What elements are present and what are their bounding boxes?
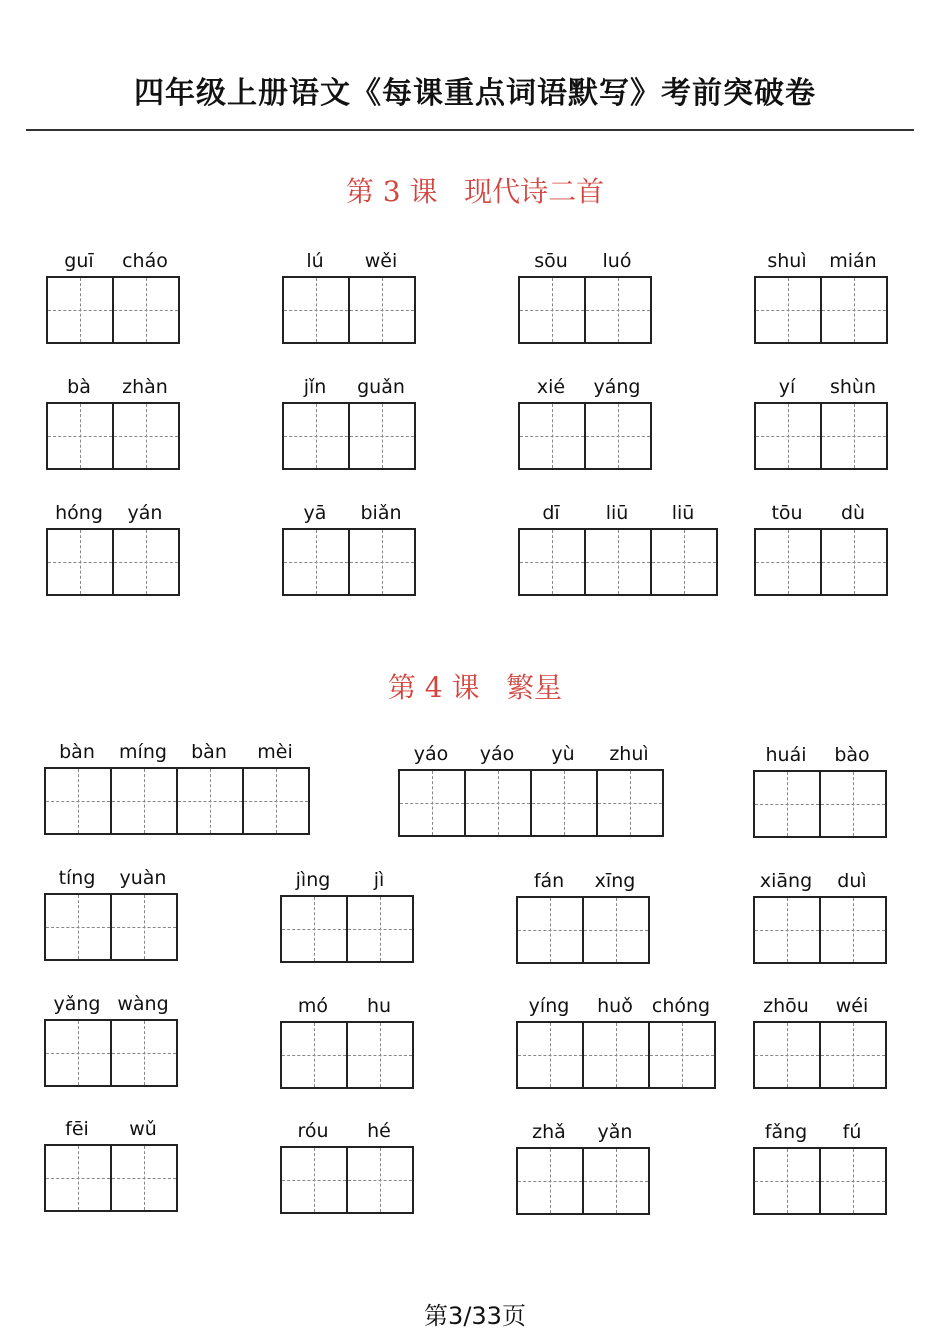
pinyin-syllable: yǎng <box>53 993 101 1015</box>
writing-grid <box>516 1021 716 1089</box>
pinyin-word <box>46 498 180 596</box>
pinyin-row <box>46 246 180 276</box>
pinyin-row <box>398 739 664 769</box>
pinyin-syllable: yíng <box>528 995 570 1017</box>
pinyin-word <box>518 246 652 344</box>
tianzige-cell[interactable] <box>822 530 886 594</box>
writing-grid <box>282 276 416 344</box>
pinyin-row <box>280 991 414 1021</box>
page-number: 第3/33页 <box>424 1302 526 1330</box>
pinyin-syllable: róu <box>297 1120 329 1142</box>
writing-grid <box>753 1021 887 1089</box>
pinyin-syllable: yán <box>127 502 163 524</box>
pinyin-word <box>282 246 416 344</box>
writing-grid <box>280 1021 414 1089</box>
tianzige-cell[interactable] <box>284 530 350 594</box>
pinyin-word <box>46 246 180 344</box>
pinyin-word <box>398 739 664 837</box>
pinyin-syllable: biǎn <box>360 502 402 524</box>
pinyin-syllable: jì <box>373 869 385 891</box>
pinyin-word <box>282 498 416 596</box>
tianzige-cell[interactable] <box>348 1023 412 1087</box>
writing-grid <box>753 770 887 838</box>
tianzige-cell[interactable] <box>518 898 584 962</box>
tianzige-cell[interactable] <box>48 278 114 342</box>
pinyin-row <box>754 498 888 528</box>
tianzige-cell[interactable] <box>821 1023 885 1087</box>
tianzige-cell[interactable] <box>584 1023 650 1087</box>
pinyin-row <box>280 865 414 895</box>
writing-grid <box>753 896 887 964</box>
tianzige-cell[interactable] <box>584 898 648 962</box>
tianzige-cell[interactable] <box>584 1149 648 1213</box>
writing-grid <box>46 528 180 596</box>
pinyin-syllable: yáo <box>413 743 449 765</box>
pinyin-word <box>518 372 652 470</box>
tianzige-cell[interactable] <box>756 404 822 468</box>
pinyin-syllable: dù <box>840 502 866 524</box>
pinyin-row <box>44 1114 178 1144</box>
pinyin-syllable: chóng <box>651 995 711 1017</box>
tianzige-cell[interactable] <box>112 1146 176 1210</box>
writing-grid <box>754 276 888 344</box>
pinyin-syllable: wǔ <box>129 1118 157 1140</box>
pinyin-syllable: dī <box>542 502 560 524</box>
writing-grid <box>44 1019 178 1087</box>
tianzige-cell[interactable] <box>586 404 650 468</box>
tianzige-cell[interactable] <box>755 1149 821 1213</box>
writing-grid <box>754 402 888 470</box>
tianzige-cell[interactable] <box>650 1023 714 1087</box>
pinyin-syllable: hóng <box>55 502 103 524</box>
writing-grid <box>516 1147 650 1215</box>
tianzige-cell[interactable] <box>822 404 886 468</box>
pinyin-syllable: mèi <box>257 741 293 763</box>
tianzige-cell[interactable] <box>520 278 586 342</box>
pinyin-syllable: shuì <box>767 250 807 272</box>
pinyin-word <box>44 863 178 961</box>
pinyin-syllable: huǒ <box>597 995 633 1017</box>
pinyin-syllable: bà <box>67 376 91 398</box>
writing-grid <box>398 769 664 837</box>
pinyin-word <box>753 1117 887 1215</box>
pinyin-row <box>518 246 652 276</box>
writing-grid <box>46 276 180 344</box>
tianzige-cell[interactable] <box>112 895 176 959</box>
tianzige-cell[interactable] <box>400 771 466 835</box>
pinyin-syllable: fán <box>533 870 565 892</box>
pinyin-word <box>516 1117 650 1215</box>
tianzige-cell[interactable] <box>755 1023 821 1087</box>
pinyin-syllable: yáo <box>479 743 515 765</box>
pinyin-word <box>46 372 180 470</box>
writing-grid <box>44 1144 178 1212</box>
pinyin-syllable: zhǎ <box>532 1121 566 1143</box>
pinyin-syllable: zhuì <box>609 743 649 765</box>
writing-grid <box>44 893 178 961</box>
pinyin-syllable: shùn <box>829 376 877 398</box>
tianzige-cell[interactable] <box>755 772 821 836</box>
pinyin-syllable: yí <box>778 376 796 398</box>
pinyin-row <box>753 1117 887 1147</box>
pinyin-row <box>282 498 416 528</box>
tianzige-cell[interactable] <box>350 278 414 342</box>
pinyin-word <box>44 989 178 1087</box>
pinyin-syllable: guī <box>64 250 94 272</box>
pinyin-syllable: cháo <box>122 250 168 272</box>
pinyin-row <box>46 498 180 528</box>
pinyin-syllable: tíng <box>58 867 96 889</box>
writing-grid <box>518 276 652 344</box>
tianzige-cell[interactable] <box>46 1146 112 1210</box>
writing-grid <box>282 528 416 596</box>
pinyin-syllable: luó <box>602 250 632 272</box>
pinyin-syllable: sōu <box>534 250 568 272</box>
tianzige-cell[interactable] <box>756 530 822 594</box>
tianzige-cell[interactable] <box>598 771 662 835</box>
tianzige-cell[interactable] <box>350 530 414 594</box>
pinyin-syllable: xiāng <box>759 870 813 892</box>
tianzige-cell[interactable] <box>284 404 350 468</box>
tianzige-cell[interactable] <box>520 530 586 594</box>
pinyin-word <box>754 372 888 470</box>
pinyin-row <box>754 246 888 276</box>
pinyin-syllable: míng <box>119 741 167 763</box>
page-title: 四年级上册语文《每课重点词语默写》考前突破卷 <box>134 76 816 111</box>
tianzige-cell[interactable] <box>46 895 112 959</box>
pinyin-syllable: hé <box>367 1120 391 1142</box>
pinyin-syllable: xīng <box>594 870 636 892</box>
pinyin-word <box>44 737 310 835</box>
pinyin-syllable: zhōu <box>763 995 809 1017</box>
tianzige-cell[interactable] <box>48 530 114 594</box>
tianzige-cell[interactable] <box>178 769 244 833</box>
pinyin-row <box>280 1116 414 1146</box>
pinyin-syllable: jìng <box>295 869 331 891</box>
writing-grid <box>44 767 310 835</box>
tianzige-cell[interactable] <box>282 1148 348 1212</box>
tianzige-cell[interactable] <box>755 898 821 962</box>
writing-grid <box>46 402 180 470</box>
tianzige-cell[interactable] <box>756 278 822 342</box>
pinyin-word <box>518 498 718 596</box>
pinyin-row <box>282 246 416 276</box>
pinyin-word <box>280 991 414 1089</box>
pinyin-syllable: liū <box>605 502 629 524</box>
writing-grid <box>516 896 650 964</box>
pinyin-syllable: zhàn <box>122 376 168 398</box>
tianzige-cell[interactable] <box>244 769 308 833</box>
pinyin-syllable: bàn <box>191 741 227 763</box>
tianzige-cell[interactable] <box>114 278 178 342</box>
tianzige-cell[interactable] <box>520 404 586 468</box>
pinyin-syllable: fú <box>842 1121 862 1143</box>
pinyin-word <box>516 866 650 964</box>
pinyin-row <box>46 372 180 402</box>
pinyin-syllable: fǎng <box>764 1121 808 1143</box>
tianzige-cell[interactable] <box>114 404 178 468</box>
pinyin-word <box>754 246 888 344</box>
tianzige-cell[interactable] <box>112 769 178 833</box>
tianzige-cell[interactable] <box>586 278 650 342</box>
pinyin-syllable: mó <box>297 995 329 1017</box>
pinyin-word <box>753 991 887 1089</box>
title-divider <box>26 129 914 131</box>
tianzige-cell[interactable] <box>586 530 652 594</box>
pinyin-word <box>280 1116 414 1214</box>
pinyin-syllable: bàn <box>59 741 95 763</box>
pinyin-row <box>754 372 888 402</box>
pinyin-syllable: fēi <box>65 1118 89 1140</box>
pinyin-row <box>518 498 718 528</box>
tianzige-cell[interactable] <box>48 404 114 468</box>
pinyin-syllable: mián <box>829 250 877 272</box>
pinyin-word <box>753 740 887 838</box>
writing-grid <box>280 895 414 963</box>
lesson-3-heading: 第 3 课 现代诗二首 <box>345 175 605 208</box>
pinyin-syllable: hu <box>366 995 392 1017</box>
pinyin-row <box>44 737 310 767</box>
tianzige-cell[interactable] <box>466 771 532 835</box>
tianzige-cell[interactable] <box>821 772 885 836</box>
pinyin-syllable: jǐn <box>303 376 327 398</box>
pinyin-word <box>516 991 716 1089</box>
pinyin-syllable: huái <box>765 744 807 766</box>
pinyin-syllable: duì <box>837 870 867 892</box>
pinyin-syllable: lú <box>306 250 324 272</box>
pinyin-syllable: xié <box>536 376 566 398</box>
tianzige-cell[interactable] <box>46 769 112 833</box>
pinyin-row <box>516 991 716 1021</box>
tianzige-cell[interactable] <box>348 1148 412 1212</box>
pinyin-row <box>282 372 416 402</box>
pinyin-row <box>753 866 887 896</box>
tianzige-cell[interactable] <box>46 1021 112 1085</box>
pinyin-syllable: yáng <box>593 376 641 398</box>
tianzige-cell[interactable] <box>652 530 716 594</box>
tianzige-cell[interactable] <box>282 1023 348 1087</box>
lesson-4-heading: 第 4 课 繁星 <box>387 671 563 704</box>
writing-grid <box>280 1146 414 1214</box>
tianzige-cell[interactable] <box>518 1149 584 1213</box>
pinyin-syllable: wěi <box>364 250 398 272</box>
writing-grid <box>518 402 652 470</box>
tianzige-cell[interactable] <box>532 771 598 835</box>
writing-grid <box>518 528 718 596</box>
pinyin-row <box>518 372 652 402</box>
tianzige-cell[interactable] <box>284 278 350 342</box>
pinyin-word <box>280 865 414 963</box>
pinyin-word <box>44 1114 178 1212</box>
pinyin-word <box>754 498 888 596</box>
tianzige-cell[interactable] <box>282 897 348 961</box>
writing-grid <box>282 402 416 470</box>
pinyin-syllable: tōu <box>771 502 803 524</box>
writing-grid <box>753 1147 887 1215</box>
tianzige-cell[interactable] <box>822 278 886 342</box>
pinyin-syllable: wàng <box>117 993 169 1015</box>
writing-grid <box>754 528 888 596</box>
tianzige-cell[interactable] <box>114 530 178 594</box>
pinyin-syllable: yuàn <box>119 867 167 889</box>
pinyin-row <box>44 863 178 893</box>
pinyin-row <box>753 991 887 1021</box>
tianzige-cell[interactable] <box>348 897 412 961</box>
pinyin-syllable: liū <box>671 502 695 524</box>
tianzige-cell[interactable] <box>350 404 414 468</box>
pinyin-syllable: yā <box>303 502 327 524</box>
tianzige-cell[interactable] <box>821 1149 885 1213</box>
pinyin-word <box>282 372 416 470</box>
pinyin-word <box>753 866 887 964</box>
pinyin-syllable: yǎn <box>597 1121 633 1143</box>
pinyin-syllable: bào <box>834 744 870 766</box>
pinyin-row <box>516 866 650 896</box>
pinyin-row <box>44 989 178 1019</box>
tianzige-cell[interactable] <box>518 1023 584 1087</box>
tianzige-cell[interactable] <box>112 1021 176 1085</box>
tianzige-cell[interactable] <box>821 898 885 962</box>
pinyin-syllable: guǎn <box>357 376 405 398</box>
pinyin-row <box>516 1117 650 1147</box>
pinyin-row <box>753 740 887 770</box>
pinyin-syllable: wéi <box>835 995 869 1017</box>
pinyin-syllable: yù <box>551 743 575 765</box>
